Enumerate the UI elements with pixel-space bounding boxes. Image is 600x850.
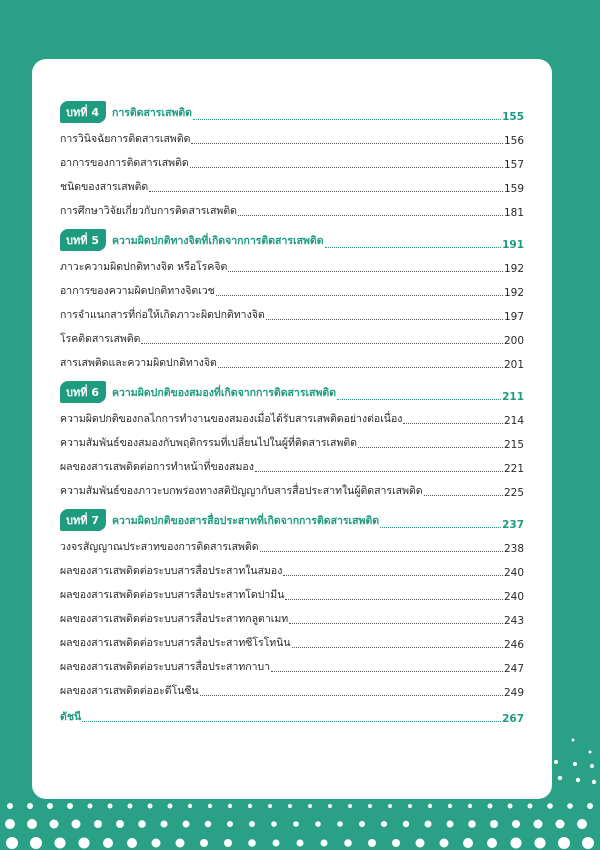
page-number: 201 <box>503 359 524 371</box>
dot-leader <box>358 447 503 448</box>
chapter-title: ความผิดปกติของสมองที่เกิดจากการติดสารเสพติด <box>111 387 337 399</box>
dot-leader <box>190 167 503 168</box>
page-number: 157 <box>503 159 524 171</box>
toc-item-title: โรคติดสารเสพติด <box>60 333 141 345</box>
page-number: 192 <box>503 287 524 299</box>
toc-item-title: ผลของสารเสพติดต่อระบบสารสื่อประสาทโดปามีน <box>60 589 285 601</box>
dot-leader <box>271 671 503 672</box>
toc-item-title: ภาวะความผิดปกติทางจิต หรือโรคจิต <box>60 261 228 273</box>
page-number: 159 <box>503 183 524 195</box>
page-number: 156 <box>503 135 524 147</box>
toc-chapter-5[interactable] <box>60 225 524 251</box>
page-number: 221 <box>503 463 524 475</box>
toc-item-title: ผลของสารเสพติดต่อการทำหน้าที่ของสมอง <box>60 461 254 473</box>
toc-item-title: ผลของสารเสพติดต่อระบบสารสื่อประสาทซีโรโทนิน <box>60 637 291 649</box>
toc-item[interactable] <box>60 675 524 699</box>
page-number: 214 <box>503 415 524 427</box>
chapter-title: ความผิดปกติของสารสื่อประสาทที่เกิดจากการติดสารเสพติด <box>111 515 380 527</box>
toc-item[interactable] <box>60 603 524 627</box>
toc-item-title: การจำแนกสารที่ก่อให้เกิดภาวะผิดปกติทางจิต <box>60 309 265 321</box>
toc-item-title: ผลของสารเสพติดต่อระบบสารสื่อประสาทในสมอง <box>60 565 283 577</box>
toc-item-title: ความผิดปกติของกลไกการทำงานของสมองเมื่อได้รับสารเสพติดอย่างต่อเนื่อง <box>60 413 403 425</box>
toc-item-title: ผลของสารเสพติดต่ออะดีโนซีน <box>60 685 199 697</box>
page-number: 237 <box>502 519 524 531</box>
toc-item[interactable] <box>60 427 524 451</box>
chapter-badge: บทที่ 4 <box>60 101 106 123</box>
toc-item[interactable] <box>60 123 524 147</box>
table-of-contents <box>60 97 524 725</box>
page-number: 225 <box>503 487 524 499</box>
toc-item-title: ชนิดของสารเสพติด <box>60 181 149 193</box>
page-number: 197 <box>503 311 524 323</box>
dot-leader <box>191 143 502 144</box>
chapter-badge: บทที่ 6 <box>60 381 106 403</box>
page-number: 267 <box>502 713 524 725</box>
toc-item[interactable] <box>60 555 524 579</box>
dot-leader <box>82 721 501 722</box>
chapter-badge: บทที่ 5 <box>60 229 106 251</box>
toc-item-title: ความสัมพันธ์ของภาวะบกพร่องทางสติปัญญากับสารสื่อประสาทในผู้ติดสารเสพติด <box>60 485 423 497</box>
document-page <box>32 59 552 799</box>
toc-item[interactable] <box>60 531 524 555</box>
dot-leader <box>403 423 503 424</box>
dot-leader <box>193 119 501 120</box>
dot-leader <box>141 343 503 344</box>
page-number: 211 <box>502 391 524 403</box>
toc-chapter-4[interactable] <box>60 97 524 123</box>
toc-item-title: ผลของสารเสพติดต่อระบบสารสื่อประสาทกลูตาเมท <box>60 613 289 625</box>
toc-item-title: การศึกษาวิจัยเกี่ยวกับการติดสารเสพติด <box>60 205 237 217</box>
page-number: 249 <box>503 687 524 699</box>
chapter-badge: บทที่ 7 <box>60 509 106 531</box>
toc-item[interactable] <box>60 451 524 475</box>
toc-item-title: ผลของสารเสพติดต่อระบบสารสื่อประสาทกาบา <box>60 661 271 673</box>
dot-leader <box>283 575 503 576</box>
dot-leader <box>228 271 503 272</box>
page-number: 200 <box>503 335 524 347</box>
page-number: 181 <box>503 207 524 219</box>
toc-item-title: อาการของการติดสารเสพติด <box>60 157 189 169</box>
toc-item-title: สารเสพติดและความผิดปกติทางจิต <box>60 357 217 369</box>
toc-item[interactable] <box>60 475 524 499</box>
dot-leader <box>218 367 503 368</box>
dot-leader <box>325 247 502 248</box>
dot-leader <box>380 527 501 528</box>
dot-leader <box>149 191 503 192</box>
dot-leader <box>216 295 503 296</box>
toc-item-title: วงจรสัญญาณประสาทของการติดสารเสพติด <box>60 541 259 553</box>
dot-leader <box>292 647 503 648</box>
toc-item[interactable] <box>60 579 524 603</box>
dot-leader <box>337 399 501 400</box>
page-number: 192 <box>503 263 524 275</box>
toc-chapter-6[interactable] <box>60 377 524 403</box>
page-number: 240 <box>503 567 524 579</box>
page-number: 240 <box>503 591 524 603</box>
dot-leader <box>255 471 503 472</box>
toc-item-title: อาการของความผิดปกติทางจิตเวช <box>60 285 215 297</box>
dot-leader <box>289 623 503 624</box>
toc-index[interactable] <box>60 699 524 725</box>
chapter-title: การติดสารเสพติด <box>111 107 193 119</box>
toc-item[interactable] <box>60 323 524 347</box>
page-number: 238 <box>503 543 524 555</box>
page-number: 246 <box>503 639 524 651</box>
toc-item[interactable] <box>60 651 524 675</box>
toc-item[interactable] <box>60 347 524 371</box>
dot-leader <box>238 215 503 216</box>
index-title: ดัชนี <box>60 711 82 723</box>
toc-item[interactable] <box>60 251 524 275</box>
dot-leader <box>266 319 503 320</box>
toc-item[interactable] <box>60 195 524 219</box>
toc-item[interactable] <box>60 403 524 427</box>
page-number: 155 <box>502 111 524 123</box>
dot-leader <box>424 495 503 496</box>
toc-item-title: การวินิจฉัยการติดสารเสพติด <box>60 133 191 145</box>
toc-item[interactable] <box>60 147 524 171</box>
page-number: 191 <box>502 239 524 251</box>
page-number: 215 <box>503 439 524 451</box>
toc-item[interactable] <box>60 627 524 651</box>
toc-item-title: ความสัมพันธ์ของสมองกับพฤติกรรมที่เปลี่ยนไปในผู้ที่ติดสารเสพติด <box>60 437 358 449</box>
dot-leader <box>285 599 503 600</box>
toc-chapter-7[interactable] <box>60 505 524 531</box>
dot-leader <box>200 695 503 696</box>
toc-item[interactable] <box>60 171 524 195</box>
page-number: 247 <box>503 663 524 675</box>
toc-item[interactable] <box>60 275 524 299</box>
chapter-title: ความผิดปกติทางจิตที่เกิดจากการติดสารเสพติด <box>111 235 324 247</box>
toc-item[interactable] <box>60 299 524 323</box>
dot-leader <box>260 551 503 552</box>
page-number: 243 <box>503 615 524 627</box>
